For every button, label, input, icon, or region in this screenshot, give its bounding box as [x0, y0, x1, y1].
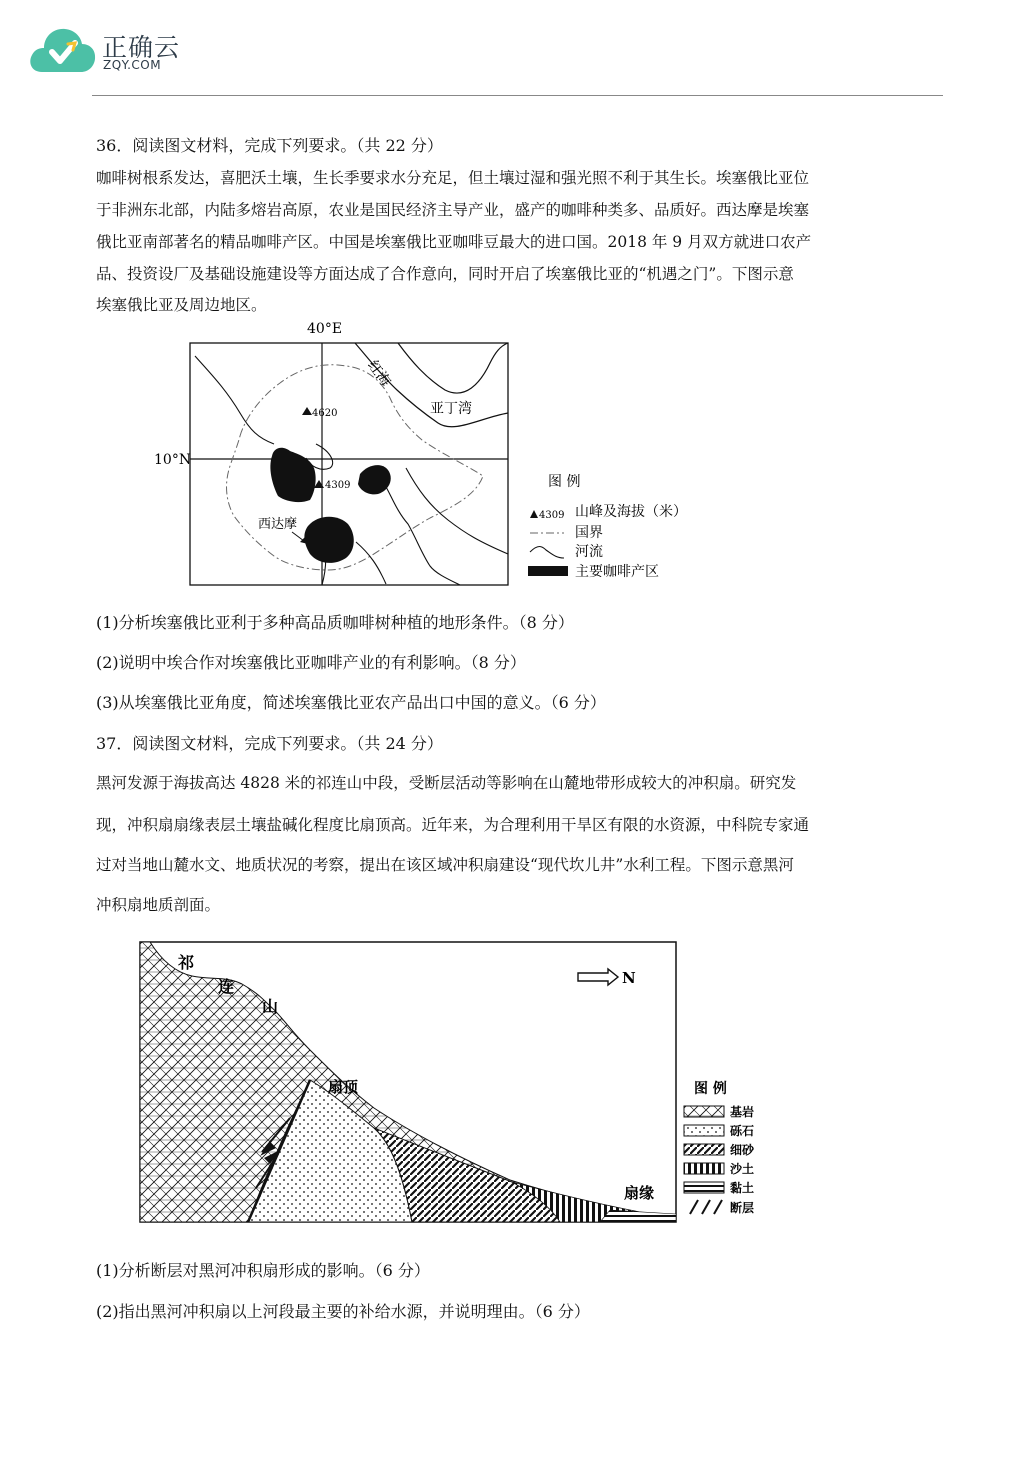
- gulf-of-aden-label: 亚丁湾: [430, 401, 472, 417]
- q37-para-line-4: 冲积扇地质剖面。: [96, 896, 221, 914]
- brand-domain: ZQY.COM: [103, 58, 162, 72]
- north-label: N: [622, 969, 636, 987]
- legend-river-label: 河流: [575, 544, 603, 560]
- longitude-label: 40°E: [307, 321, 343, 337]
- peak-4309-label: 4309: [325, 480, 351, 491]
- q37-question-2: (2)指出黑河冲积扇以上河段最主要的补给水源，并说明理由。（6 分）: [96, 1302, 590, 1321]
- q36-para-line-2: 于非洲东北部，内陆多熔岩高原，农业是国民经济主导产业，盛产的咖啡种类多、品质好。西达摩是埃塞: [96, 201, 810, 219]
- q37-para-line-1: 黑河发源于海拔高达 4828 米的祁连山中段，受断层活动等影响在山麓地带形成较大的冲积扇。研究发: [96, 774, 797, 792]
- legend-gravel: 砾石: [730, 1124, 755, 1138]
- sidamo-label: 西达摩: [258, 517, 298, 532]
- q36-para-line-5: 埃塞俄比亚及周边地区。: [96, 296, 267, 314]
- cloud-check-logo-icon: [28, 22, 98, 76]
- ethiopia-map: [150, 318, 710, 590]
- legend-peak-label: 山峰及海拔（米）: [575, 504, 687, 520]
- fan-top-label: 扇顶: [328, 1078, 359, 1096]
- legend-fault: 断层: [730, 1201, 755, 1215]
- red-sea-label: 红海: [364, 357, 394, 390]
- q37-question-1: (1)分析断层对黑河冲积扇形成的影响。（6 分）: [96, 1261, 430, 1280]
- legend-coffee-label: 主要咖啡产区: [575, 564, 659, 580]
- q37-title: 37．阅读图文材料，完成下列要求。（共 24 分）: [96, 734, 443, 753]
- fan-edge-label: 扇缘: [624, 1184, 655, 1202]
- legend-fault-icon: [690, 1200, 722, 1214]
- q36-question-3: (3)从埃塞俄比亚角度，简述埃塞俄比亚农产品出口中国的意义。（6 分）: [96, 693, 606, 712]
- peak-4620-label: 4620: [312, 408, 338, 419]
- header-divider: [92, 95, 943, 96]
- q36-para-line-4: 品、投资设厂及基础设施建设等方面达成了合作意向，同时开启了埃塞俄比亚的“机遇之门”。下图示意: [96, 265, 794, 283]
- site-header: [28, 20, 328, 80]
- map-legend-title: 图 例: [548, 474, 581, 490]
- q36-title: 36．阅读图文材料，完成下列要求。（共 22 分）: [96, 136, 443, 155]
- mountain-char-2: 连: [218, 977, 235, 996]
- q37-para-line-3: 过对当地山麓水文、地质状况的考察，提出在该区域冲积扇建设“现代坎儿井”水利工程。下图示意黑河: [96, 856, 794, 874]
- legend-clay: 黏土: [730, 1181, 755, 1195]
- legend-peak-value: 4309: [539, 510, 565, 521]
- legend-fine-sand: 细砂: [730, 1143, 755, 1157]
- legend-sandy-soil: 沙土: [730, 1162, 755, 1176]
- mountain-char-1: 祁: [178, 953, 195, 972]
- alluvial-fan-profile: [130, 930, 770, 1230]
- legend-bedrock: 基岩: [730, 1105, 755, 1119]
- q36-para-line-1: 咖啡树根系发达，喜肥沃土壤，生长季要求水分充足，但土壤过湿和强光照不利于其生长。埃塞俄比亚位: [96, 169, 810, 187]
- legend-border-label: 国界: [575, 525, 603, 541]
- brand-name: 正确云: [102, 33, 181, 62]
- q36-para-line-3: 俄比亚南部著名的精品咖啡产区。中国是埃塞俄比亚咖啡豆最大的进口国。2018 年 9 月双方就进口农产: [96, 233, 812, 251]
- q36-question-2: (2)说明中埃合作对埃塞俄比亚咖啡产业的有利影响。（8 分）: [96, 653, 526, 672]
- latitude-label: 10°N: [154, 452, 192, 468]
- q37-para-line-2: 现，冲积扇扇缘表层土壤盐碱化程度比扇顶高。近年来，为合理利用干旱区有限的水资源，中科院专家通: [96, 816, 810, 834]
- mountain-char-3: 山: [262, 997, 279, 1016]
- profile-legend-title: 图 例: [694, 1081, 727, 1097]
- q36-question-1: (1)分析埃塞俄比亚利于多种高品质咖啡树种植的地形条件。（8 分）: [96, 613, 574, 632]
